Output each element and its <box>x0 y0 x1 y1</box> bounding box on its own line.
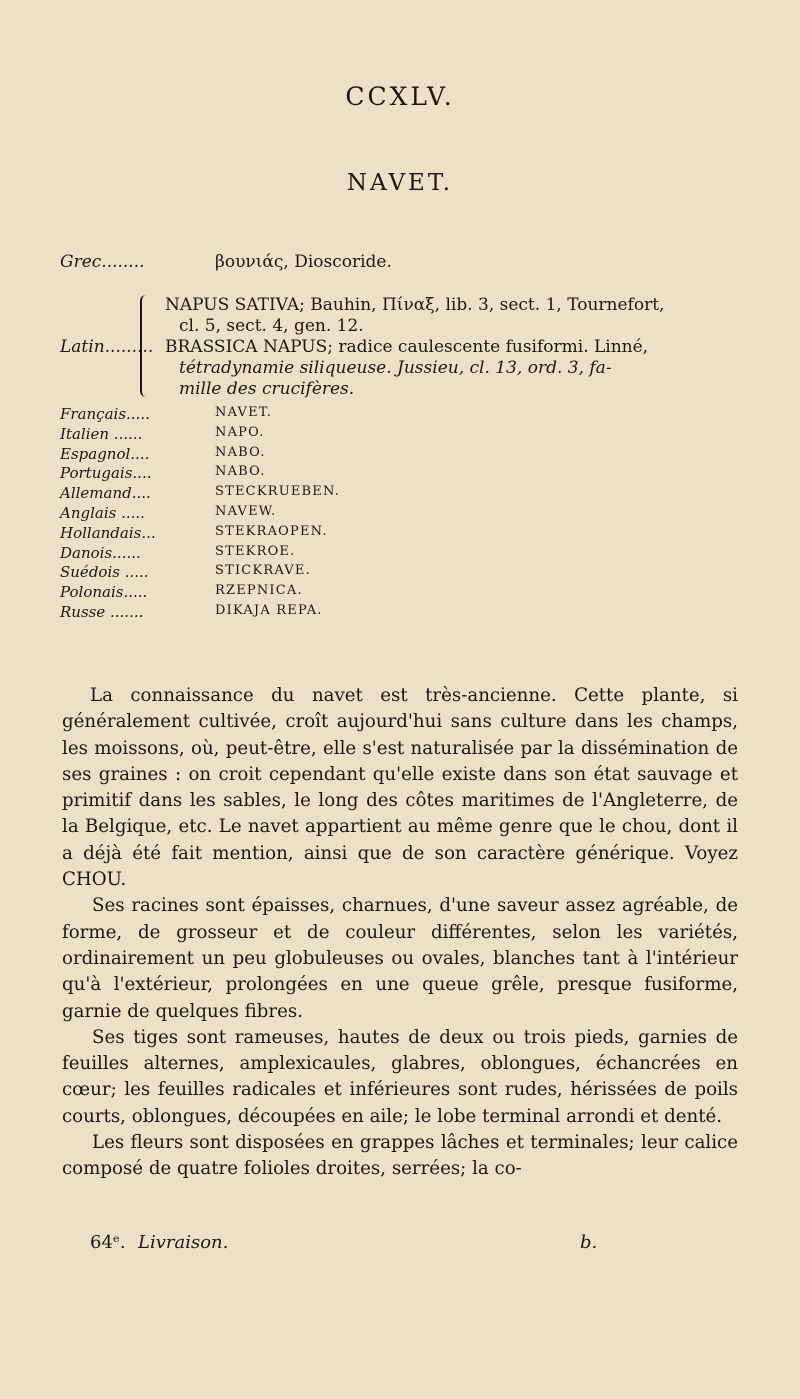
description-text <box>62 683 738 1183</box>
latin-synonyms <box>165 295 745 400</box>
vernacular-row <box>60 544 460 564</box>
lang-label: Italien ...... <box>60 424 143 443</box>
vernacular-row <box>60 484 460 504</box>
lang-value: STEKROE. <box>215 543 296 559</box>
lang-value: STEKRAOPEN. <box>215 523 328 539</box>
latin-line: cl. 5, sect. 4, gen. 12. <box>179 316 364 336</box>
lang-value: βουνιάς, Dioscoride. <box>215 252 392 272</box>
lang-label: Danois...... <box>60 543 141 562</box>
lang-label: Hollandais... <box>60 523 156 542</box>
lang-label: Anglais ..... <box>60 503 145 522</box>
lang-label: Portugais.... <box>60 464 152 483</box>
latin-line: tétradynamie siliqueuse. Jussieu, cl. 13, ord. 3, fa- <box>179 358 612 378</box>
paragraph: Ses tiges sont rameuses, hautes de deux ou trois pieds, garnies de feuilles alternes, amplexicaules, glabres, oblongues, échancrées en cœur; les feuilles radicales et inférieures sont rudes, hérissées de poils courts, oblongues, découpées en aile; le lobe terminal arrondi et denté. <box>62 1026 738 1127</box>
lang-value: STECKRUEBEN. <box>215 484 341 500</box>
lang-value: NABO. <box>215 444 266 460</box>
lang-value: NABO. <box>215 464 266 480</box>
lang-label: Polonais..... <box>60 583 148 602</box>
sheet-mark: b. <box>580 1232 598 1253</box>
vernacular-row <box>60 524 460 544</box>
lang-label: Grec........ <box>60 252 145 272</box>
lang-value: DIKAJA REPA. <box>215 602 323 618</box>
vernacular-row <box>60 405 460 425</box>
lang-label: Allemand.... <box>60 484 151 503</box>
vernacular-row <box>60 504 460 524</box>
lang-label: Latin......... <box>60 337 154 357</box>
lang-label: Français..... <box>60 405 150 423</box>
paragraph: Les fleurs sont disposées en grappes lâches et terminales; leur calice composé de quatre folioles droites, serrées; la co- <box>62 1132 738 1180</box>
lang-label: Suédois ..... <box>60 563 149 582</box>
vernacular-row <box>60 603 460 623</box>
vernacular-row <box>60 445 460 465</box>
latin-line: mille des crucifères. <box>179 379 355 399</box>
lang-label: Russe ....... <box>60 602 144 621</box>
lang-value: NAPO. <box>215 424 265 440</box>
latin-line: NAPUS SATIVA; Bauhin, Πίναξ, lib. 3, sect. 1, Tournefort, <box>165 295 665 315</box>
livraison-label: Livraison. <box>138 1232 229 1253</box>
vernacular-names <box>60 405 460 623</box>
lang-value: NAVET. <box>215 405 273 420</box>
vernacular-row <box>60 563 460 583</box>
latin-brace <box>140 295 152 397</box>
lang-label: Espagnol.... <box>60 444 150 463</box>
lang-value: RZEPNICA. <box>215 583 303 599</box>
paragraph: Ses racines sont épaisses, charnues, d'une saveur assez agréable, de forme, de grosseur et de couleur différentes, selon les variétés, ordinairement un peu globuleuses ou ovales, blanches tant à l'intérieur qu'à l'extérieur, prolongées en une queue grêle, presque fusiforme, garnie de quelques fibres. <box>62 895 738 1022</box>
plate-number: CCXLV. <box>345 82 455 111</box>
vernacular-row <box>60 425 460 445</box>
vernacular-row <box>60 464 460 484</box>
paragraph: La connaissance du navet est très-ancienne. Cette plante, si généralement cultivée, croît aujourd'hui sans culture dans les champs, les moissons, où, peut-être, elle s'est naturalisée par la dissémination de ses graines : on croit cependant qu'elle existe dans son état sauvage et primitif dans les sables, le long des côtes maritimes de l'Angleterre, de la Belgique, etc. Le navet appartient au même genre que le chou, dont il a déjà été fait mention, ainsi que de son caractère générique. Voyez CHOU. <box>62 685 738 891</box>
latin-line: BRASSICA NAPUS; radice caulescente fusiformi. Linné, <box>165 337 649 357</box>
vernacular-row <box>60 583 460 603</box>
lang-value: STICKRAVE. <box>215 563 311 579</box>
signature-number: 64ᵉ. <box>90 1232 126 1253</box>
page-title: NAVET. <box>346 170 454 196</box>
lang-value: NAVEW. <box>215 503 277 519</box>
